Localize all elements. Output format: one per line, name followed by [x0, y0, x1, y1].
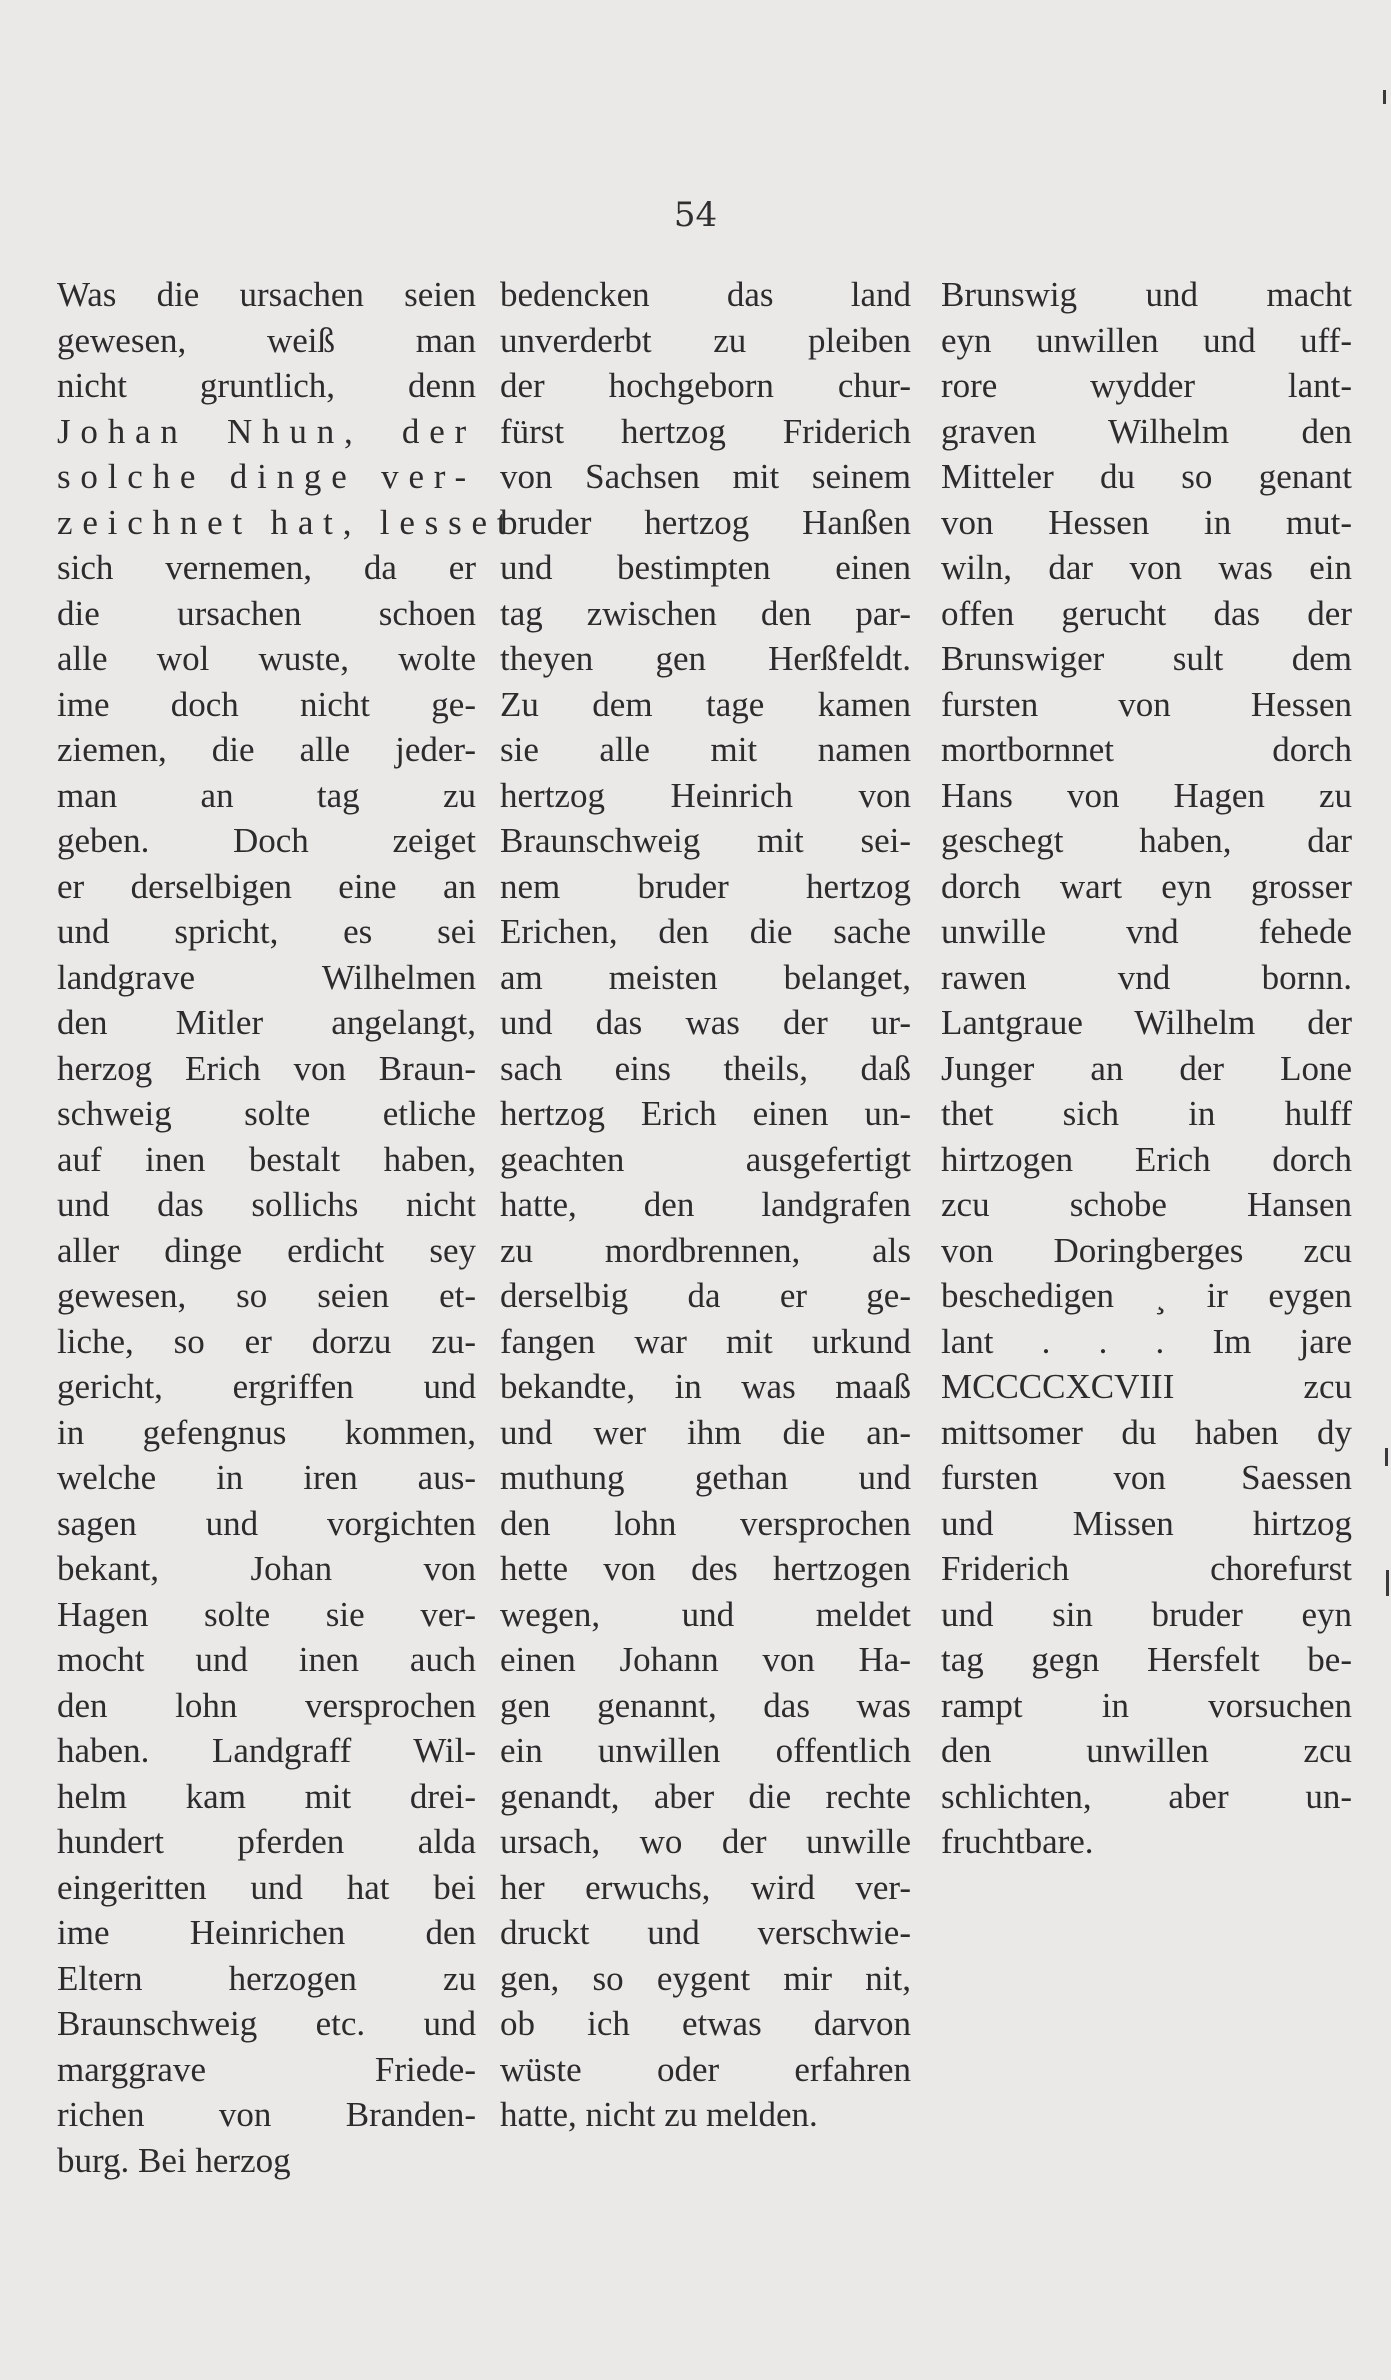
text-line: Was die ursachen seien [57, 275, 476, 314]
text-line: wiln, dar von was ein [941, 548, 1352, 587]
text-line: druckt und verschwie- [500, 1913, 911, 1952]
text-line: haben. Landgraff Wil- [57, 1731, 476, 1770]
text-line: beschedigen ¸ ir eygen [941, 1276, 1352, 1315]
text-line: gen, so eygent mir nit, [500, 1958, 911, 1998]
text-line: unverderbt zu pleiben [500, 320, 911, 360]
text-line: gewesen, so seien et- [57, 1276, 476, 1315]
text-line: man an tag zu [57, 775, 476, 815]
text-line: theyen gen Herßfeldt. [500, 639, 911, 678]
text-line: von Doringberges zcu [941, 1230, 1352, 1270]
text-line: bruder hertzog Hanßen [500, 502, 911, 542]
text-line: nicht gruntlich, denn [57, 366, 476, 405]
text-column-right [941, 272, 1352, 1865]
text-line: graven Wilhelm den [941, 411, 1352, 451]
text-line: gewesen, weiß man [57, 320, 476, 360]
text-line: Brunswiger sult dem [941, 639, 1352, 678]
text-line: geschegt haben, dar [941, 821, 1352, 860]
text-line: Brunswig und macht [941, 275, 1352, 314]
margin-speck [1385, 1448, 1388, 1466]
text-line: hertzog Erich einen un- [500, 1094, 911, 1133]
text-line: thet sich in hulff [941, 1094, 1352, 1133]
text-line: nem bruder hertzog [500, 866, 911, 906]
text-line: Johan Nhun, der [57, 411, 476, 451]
text-line: her erwuchs, wird ver- [500, 1867, 911, 1907]
text-line: fangen war mit urkund [500, 1321, 911, 1361]
text-line: der hochgeborn chur- [500, 366, 911, 405]
text-line: ob ich etwas darvon [500, 2004, 911, 2043]
text-line: wegen, und meldet [500, 1594, 911, 1634]
text-line: zeichnet hat, lesset [57, 502, 517, 542]
text-line: marggrave Friede- [57, 2049, 476, 2089]
text-line: hirtzogen Erich dorch [941, 1139, 1352, 1179]
text-line: mittsomer du haben dy [941, 1412, 1352, 1452]
text-line: geachten ausgefertigt [500, 1139, 911, 1179]
text-line: dorch wart eyn grosser [941, 866, 1352, 906]
text-line: herzog Erich von Braun- [57, 1048, 476, 1088]
text-line: ziemen, die alle jeder- [57, 730, 476, 769]
text-line: Lantgraue Wilhelm der [941, 1003, 1352, 1042]
margin-speck [1386, 1570, 1389, 1596]
text-line: fursten von Saessen [941, 1458, 1352, 1497]
text-line: derselbig da er ge- [500, 1276, 911, 1315]
text-line: Hans von Hagen zu [941, 775, 1352, 815]
text-line: in gefengnus kommen, [57, 1412, 476, 1452]
text-line: rampt in vorsuchen [941, 1685, 1352, 1725]
text-line: er derselbigen eine an [57, 866, 476, 906]
text-line: solche dinge ver- [57, 457, 476, 496]
text-line: hette von des hertzogen [500, 1549, 911, 1588]
text-line: tag gegn Hersfelt be- [941, 1640, 1352, 1679]
page-number: 54 [673, 195, 718, 235]
text-line: burg. Bei herzog [57, 2140, 291, 2180]
text-line: Braunschweig mit sei- [500, 821, 911, 860]
text-line: die ursachen schoen [57, 593, 476, 633]
text-line: liche, so er dorzu zu- [57, 1321, 476, 1361]
text-line: am meisten belanget, [500, 957, 911, 997]
text-line: fürst hertzog Friderich [500, 411, 911, 451]
text-line: hundert pferden alda [57, 1822, 476, 1861]
text-line: landgrave Wilhelmen [57, 957, 476, 997]
text-line: Eltern herzogen zu [57, 1958, 476, 1998]
text-line: eingeritten und hat bei [57, 1867, 476, 1907]
text-line: und Missen hirtzog [941, 1503, 1352, 1543]
text-line: Junger an der Lone [941, 1048, 1352, 1088]
text-line: lant . . . Im jare [941, 1321, 1352, 1361]
text-line: Zu dem tage kamen [500, 684, 911, 724]
text-line: auf inen bestalt haben, [57, 1139, 476, 1179]
text-line: Friderich chorefurst [941, 1549, 1352, 1588]
text-line: sie alle mit namen [500, 730, 911, 769]
text-line: einen Johann von Ha- [500, 1640, 911, 1679]
text-line: welche in iren aus- [57, 1458, 476, 1497]
text-line: eyn unwillen und uff- [941, 320, 1352, 360]
text-line: zu mordbrennen, als [500, 1230, 911, 1270]
text-column-middle [500, 272, 911, 2138]
text-line: schlichten, aber un- [941, 1776, 1352, 1816]
text-line: sach eins theils, daß [500, 1048, 911, 1088]
text-line: aller dinge erdicht sey [57, 1230, 476, 1270]
text-line: bekandte, in was maaß [500, 1367, 911, 1406]
text-line: und bestimpten einen [500, 548, 911, 587]
text-line: gericht, ergriffen und [57, 1367, 476, 1406]
margin-speck [1383, 90, 1386, 104]
text-line: ime doch nicht ge- [57, 684, 476, 724]
text-line: fruchtbare. [941, 1822, 1094, 1861]
text-line: hatte, den landgrafen [500, 1185, 911, 1224]
text-line: und sin bruder eyn [941, 1594, 1352, 1634]
text-line: wüste oder erfahren [500, 2049, 911, 2089]
text-line: helm kam mit drei- [57, 1776, 476, 1816]
text-column-left [57, 272, 517, 2183]
text-line: ime Heinrichen den [57, 1913, 476, 1952]
text-line: zcu schobe Hansen [941, 1185, 1352, 1224]
text-line: hatte, nicht zu melden. [500, 2095, 818, 2134]
text-line: geben. Doch zeiget [57, 821, 476, 860]
text-line: gen genannt, das was [500, 1685, 911, 1725]
text-line: genandt, aber die rechte [500, 1776, 911, 1816]
text-line: sagen und vorgichten [57, 1503, 476, 1543]
text-line: den unwillen zcu [941, 1731, 1352, 1770]
text-line: unwille vnd fehede [941, 912, 1352, 951]
text-line: den lohn versprochen [57, 1685, 476, 1725]
text-line: hertzog Heinrich von [500, 775, 911, 815]
text-line: MCCCCXCVIII zcu [941, 1367, 1352, 1406]
text-line: und das was der ur- [500, 1003, 911, 1042]
text-line: Braunschweig etc. und [57, 2004, 476, 2043]
text-line: mortbornnet dorch [941, 730, 1352, 769]
text-line: Erichen, den die sache [500, 912, 911, 951]
text-line: rore wydder lant- [941, 366, 1352, 405]
text-line: und wer ihm die an- [500, 1412, 911, 1452]
text-line: Hagen solte sie ver- [57, 1594, 476, 1634]
text-line: von Sachsen mit seinem [500, 457, 911, 496]
text-line: den Mitler angelangt, [57, 1003, 476, 1042]
text-line: bedencken das land [500, 275, 911, 314]
text-line: und das sollichs nicht [57, 1185, 476, 1224]
text-line: muthung gethan und [500, 1458, 911, 1497]
text-line: den lohn versprochen [500, 1503, 911, 1543]
text-line: und spricht, es sei [57, 912, 476, 951]
text-line: sich vernemen, da er [57, 548, 476, 587]
text-line: fursten von Hessen [941, 684, 1352, 724]
text-line: schweig solte etliche [57, 1094, 476, 1133]
text-line: mocht und inen auch [57, 1640, 476, 1679]
text-line: richen von Branden- [57, 2095, 476, 2134]
text-line: offen gerucht das der [941, 593, 1352, 633]
text-line: tag zwischen den par- [500, 593, 911, 633]
text-line: ursach, wo der unwille [500, 1822, 911, 1861]
text-line: Mitteler du so genant [941, 457, 1352, 496]
text-line: von Hessen in mut- [941, 502, 1352, 542]
text-line: alle wol wuste, wolte [57, 639, 476, 678]
text-line: ein unwillen offentlich [500, 1731, 911, 1770]
text-line: bekant, Johan von [57, 1549, 476, 1588]
text-line: rawen vnd bornn. [941, 957, 1352, 997]
